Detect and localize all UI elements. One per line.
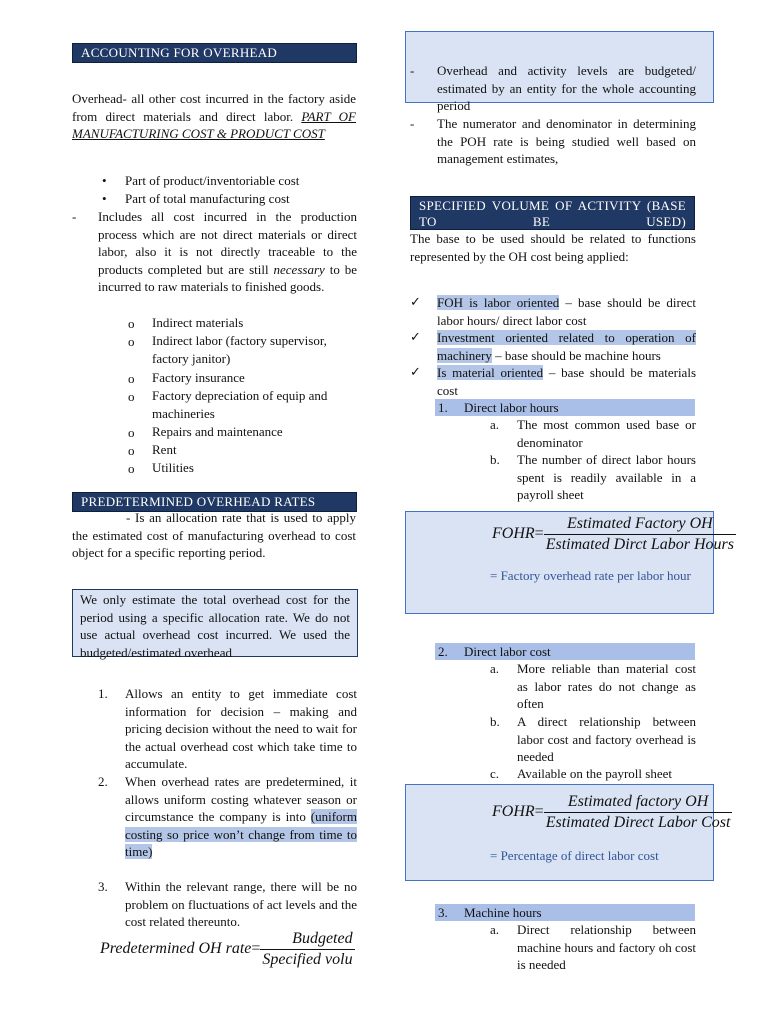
letter-label: a. [490, 417, 500, 432]
list-item: Rent [152, 442, 177, 457]
fohr-labor-cost-formula [492, 792, 732, 833]
intro-paragraph [72, 90, 356, 143]
circle-bullet-icon: o [128, 316, 135, 331]
checkmark-icon: ✓ [410, 364, 421, 379]
list-item: Allows an entity to get immediate cost information for decision – making and pricing decision without the need to wait for the actual overhead cost which take time to accumulate. [125, 686, 357, 771]
list-item: A direct relationship between labor cost and factory overhead is needed [517, 714, 696, 764]
highlighted-text: (uniform costing so price won’t change from time to time) [125, 809, 357, 859]
equals-sign: = [534, 525, 544, 543]
bullet-dot-icon: • [102, 191, 107, 206]
letter-label: c. [490, 766, 500, 781]
number-label: 2. [98, 774, 108, 789]
list-item: Utilities [152, 460, 194, 475]
check-item-text: – base should be machine hours [491, 347, 661, 363]
section-number: 2. [438, 644, 448, 659]
fohr-labor-hours-formula [492, 514, 736, 555]
pohr-definition: - Is an allocation rate that is used to apply the estimated cost of manufacturing overhead to cost object for a specific reporting period. [72, 510, 356, 560]
list-item: The number of direct labor hours spent is readily available in a payroll sheet [517, 452, 696, 502]
fohr-labor-hours-note: = Factory overhead rate per labor hour [490, 568, 691, 583]
circle-bullet-icon: o [128, 389, 135, 404]
formula-fraction [544, 514, 736, 555]
list-item: Factory depreciation of equip and machineries [152, 388, 328, 421]
dash-icon: - [410, 116, 415, 131]
section-header-specified-volume [410, 196, 695, 230]
formula-fraction [544, 792, 733, 833]
formula-lhs: FOHR [492, 525, 535, 543]
dash-icon: - [72, 209, 77, 224]
section-number: 1. [438, 400, 448, 415]
circle-bullet-icon: o [128, 334, 135, 349]
section-number: 3. [438, 905, 448, 920]
list-item: Indirect materials [152, 315, 244, 330]
list-item: Available on the payroll sheet [517, 766, 672, 781]
section-header-accounting-overhead: ACCOUNTING FOR OVERHEAD [72, 43, 357, 63]
list-item: The most common used base or denominator [517, 417, 696, 450]
check-item [437, 294, 696, 329]
section-title: Machine hours [464, 905, 542, 920]
budget-note-text: Overhead and activity levels are budgeted/ estimated by an entity for the whole accounting period [437, 63, 696, 113]
formula-denominator: Estimated Direct Labor Cost [545, 814, 731, 831]
section-header-pohr: PREDETERMINED OVERHEAD RATES [72, 492, 357, 512]
list-item [125, 773, 357, 861]
base-paragraph: The base to be used should be related to functions represented by the OH cost being applied: [410, 231, 696, 264]
letter-label: b. [490, 714, 500, 729]
number-label: 1. [98, 686, 108, 701]
formula-lhs: Predetermined OH rate [100, 940, 252, 958]
section-title: Direct labor cost [464, 644, 551, 659]
list-item: More reliable than material cost as labor rates do not change as often [517, 661, 696, 711]
dash-icon: - [410, 63, 415, 78]
letter-label: a. [490, 661, 500, 676]
check-item-text: – base should be direct labor hours/ direct labor cost [437, 295, 696, 328]
predetermined-oh-formula [100, 929, 355, 970]
circle-bullet-icon: o [128, 443, 135, 458]
includes-text: Includes all cost incurred in the production process which are not direct materials or direct labor, also it is not directly traceable to the products completed but are still [98, 209, 357, 277]
list-item: Indirect labor (factory supervisor, factory janitor) [152, 333, 327, 366]
list-item: Within the relevant range, there will be no problem on fluctuations of act levels and the cost related thereunto. [125, 879, 357, 929]
check-item [437, 329, 696, 364]
formula-lhs: FOHR [492, 803, 535, 821]
includes-text-end: to be incurred to raw materials to finished goods. [98, 261, 358, 294]
formula-denominator: Specified volu [262, 951, 353, 968]
equals-sign: = [251, 940, 261, 958]
intro-text: Overhead- all other cost incurred in the factory aside from direct materials and direct labor. [72, 91, 356, 124]
highlighted-text: FOH is labor oriented [437, 295, 560, 310]
circle-bullet-icon: o [128, 425, 135, 440]
checkmark-icon: ✓ [410, 329, 421, 344]
list-item: Repairs and maintenance [152, 424, 283, 439]
equals-sign: = [534, 803, 544, 821]
formula-fraction [260, 929, 354, 970]
list-item: Direct relationship between machine hours and factory oh cost is needed [517, 922, 696, 972]
specified-volume-header-text: SPECIFIED VOLUME OF ACTIVITY (BASE TO BE USED) [419, 198, 686, 229]
numerator-note-text: The numerator and denominator in determining the POH rate is being studied well based on management estimates, [437, 116, 696, 166]
letter-label: a. [490, 922, 500, 937]
intro-italic-text: PART OF MANUFACTURING COST & PRODUCT COST [72, 108, 356, 141]
bullet-dot-icon: • [102, 173, 107, 188]
letter-label: b. [490, 452, 500, 467]
list-item: Factory insurance [152, 370, 245, 385]
list-item-text: When overhead rates are predetermined, it allows uniform costing whatever season or circumstance the company is into [125, 774, 357, 824]
highlighted-text: Is material oriented [437, 365, 544, 380]
estimate-note-text: We only estimate the total overhead cost for the period using a specific allocation rate. We do not use actual overhead cost incurred. We used the budgeted/estimated overhead [80, 592, 350, 660]
bullet-item: Part of total manufacturing cost [125, 191, 290, 206]
highlighted-text: Investment oriented related to operation of machinery [437, 330, 696, 363]
number-label: 3. [98, 879, 108, 894]
formula-denominator: Estimated Dirct Labor Hours [545, 536, 734, 553]
check-item [437, 364, 696, 399]
formula-numerator: Estimated Factory OH [544, 514, 736, 535]
formula-numerator: Estimated factory OH [544, 792, 733, 813]
necessary-italic: necessary [273, 261, 325, 277]
section-title: Direct labor hours [464, 400, 559, 415]
bullet-item: Part of product/inventoriable cost [125, 173, 300, 188]
check-item-text: – base should be materials cost [437, 365, 697, 398]
includes-paragraph [98, 208, 357, 296]
estimate-note-box [72, 589, 358, 660]
checkmark-icon: ✓ [410, 294, 421, 309]
formula-numerator: Budgeted [260, 929, 354, 950]
circle-bullet-icon: o [128, 461, 135, 476]
fohr-labor-cost-note: = Percentage of direct labor cost [490, 848, 659, 863]
circle-bullet-icon: o [128, 371, 135, 386]
